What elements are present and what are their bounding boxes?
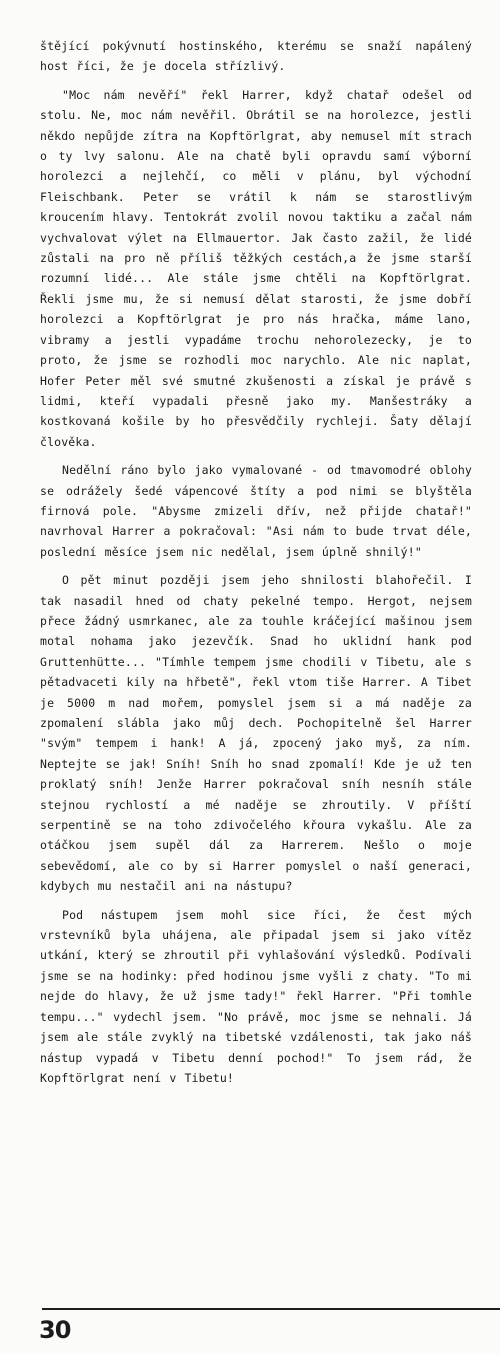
page-number: 30 [39, 1316, 71, 1344]
paragraph: Pod nástupem jsem mohl sice říci, že čest mých vrstevníků byla uhájena, ale připadal jsem si jako vítěz utkání, který se zhroutil při vyhlašování výsledků. Podívali jsme se na hodinky: před hodinou jsme vyšli z chaty. "To mi nejde do hlavy, že už jsme tady!" řekl Harrer. "Při tomhle tempu..." vydechl jsem. "No právě, moc jsme se nehnali. Já jsem ale stále zvyklý na tibetské vzdálenosti, tak jako náš nástup vypadá v Tibetu denní pochod!" To jsem rád, že Kopftörlgrat není v Tibetu! [40, 907, 472, 1085]
page-body [40, 36, 472, 1096]
paragraph-continuation: štějící pokývnutí hostinského, kterému se snaží napálený host říci, že je docela střízlivý. [40, 39, 472, 74]
paragraph: Nedělní ráno bylo jako vymalované - od tmavomodré oblohy se odrážely šedé vápencové štíty a pod nimi se blyštěla firnová pole. "Abysme zmizeli dřív, než přijde chatař!" navrhoval Harrer a pokračoval: "Asi nám to bude trvat déle, poslední měsíce jsem nic nedělal, jsem úplně shnilý!" [40, 463, 472, 559]
paragraph: O pět minut později jsem jeho shnilosti blahořečil. I tak nasadil hned od chaty pekelné tempo. Hergot, nejsem přece žádný usmrkanec, ale za touhle kráčející mašinou jsem motal nohama jako jezevčík. Snad ho uklidní hank pod Gruttenhütte... "Tímhle tempem jsme chodili v Tibetu, ale s pětadvaceti kily na hřbetě", řekl vtom tiše Harrer. A Tibet je 5000 m nad mořem, pomyslel jsem si a má naděje za zpomalení slábla jako můj dech. Pochopitelně šel Harrer "svým" tempem i hank! A já, zpocený jako myš, za ním. Neptejte se jak! Sníh! Sníh ho snad zpomalí! Kde je už ten proklatý sníh! Jenže Harrer pokračoval sníh nesníh stále stejnou rychlostí a mé naděje se zhroutily. V příští serpentině se na toho zdivočelého křoura vykašlu. Ale za otáčkou jsem supěl dál za Harrerem. Nešlo o moje sebevědomí, ale co by si Harrer pomyslel o naší generaci, kdybych mu nestačil ani na nástupu? [40, 573, 472, 894]
paragraph: "Moc nám nevěří" řekl Harrer, když chatař odešel od stolu. Ne, moc nám nevěřil. Obrátil se na horolezce, jestli někdo nepůjde zítra na Kopftörlgrat, aby nemusel mít strach o ty lvy salonu. Ale na chatě byli opravdu samí výborní horolezci a nejlehčí, co měli v plánu, byl východní Fleischbank. Peter se vrátil k nám se starostlivým kroucením hlavy. Tentokrát zvolil novou taktiku a začal nám vychvalovat výlet na Ellmauertor. Jak často zažil, že lidé zůstali na pro ně příliš těžkých cestách,a že jsme starší rozumní lidé... Ale stále jsme chtěli na Kopftörlgrat. Řekli jsme mu, že si nemusí dělat starosti, že jsme dobří horolezci a Kopftörlgrat je pro nás hračka, máme lano, vibramy a jestli vypadáme trochu nehorolezecky, je to proto, že jsme se rozhodli moc narychlo. Ale nic naplat, Hofer Peter měl své smutné zkušenosti a získal je právě s lidmi, kteří vypadali přesně jako my. Manšestráky a kostkovaná košile by ho přesvědčily rychleji. Šaty dělají člověka. [40, 87, 472, 449]
footer-rule [42, 1308, 500, 1310]
